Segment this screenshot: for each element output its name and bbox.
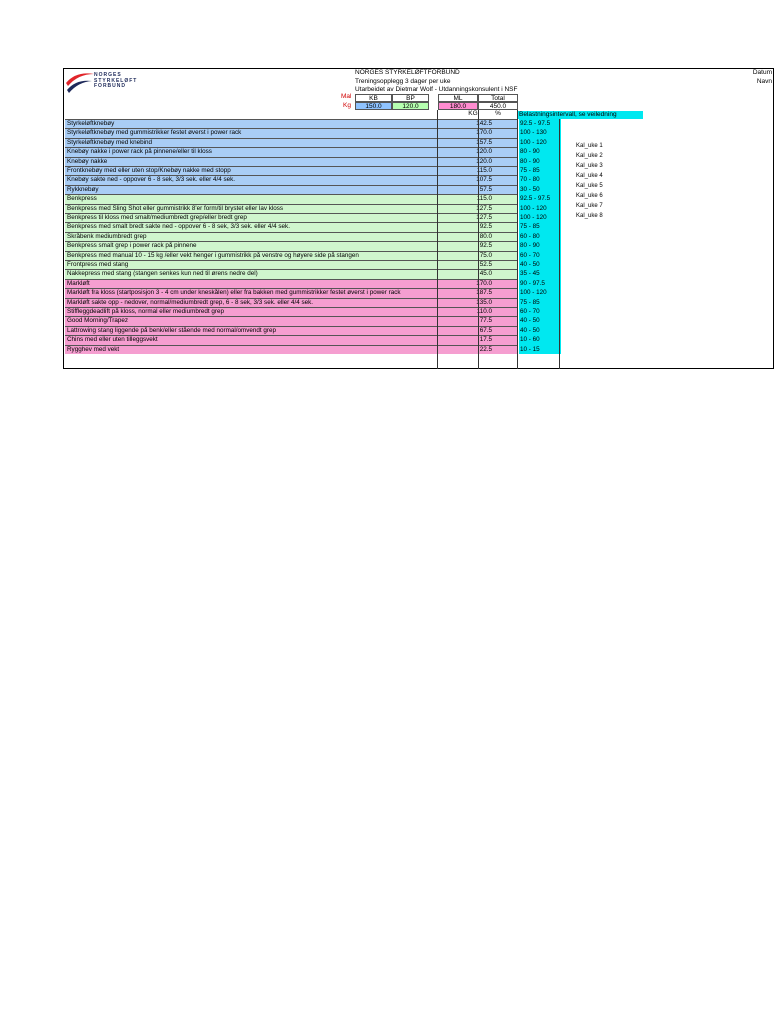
table-row: [65, 166, 540, 175]
exercise-interval: 75 - 85: [519, 222, 561, 231]
exercise-kg: 57.5: [479, 185, 492, 193]
table-row: [65, 175, 540, 184]
exercise-kg: 80.0: [479, 232, 492, 240]
table-row: [65, 204, 547, 213]
exercise-interval: 35 - 45: [519, 269, 561, 278]
exercise-kg: 120.0: [476, 157, 492, 165]
exercise-kg: 67.5: [479, 326, 492, 334]
col-total-header: Total: [478, 94, 518, 102]
row-divider: [65, 157, 517, 158]
exercise-name: Knebøy nakke: [67, 157, 108, 165]
program-title: Treningsopplegg 3 dager per uke: [355, 78, 451, 85]
org-title: NORGES STYRKELØFTFORBUND: [355, 69, 460, 76]
row-divider: [65, 185, 517, 186]
table-row: [65, 222, 540, 231]
author-line: Utarbeidet av Dietmar Wolf - Utdanningskonsulent i NSF: [355, 86, 518, 93]
spreadsheet: [63, 68, 774, 369]
exercise-kg: 77.5: [479, 317, 492, 325]
exercise-kg: 107.5: [476, 176, 492, 184]
kal-item[interactable]: Kal_uke 5: [576, 182, 603, 189]
exercise-name: Styrkeløftknebøy: [67, 120, 115, 127]
table-row: [65, 213, 547, 222]
table-row: [65, 119, 551, 128]
exercise-name: Styrkeløftknebøy med knebind: [67, 138, 153, 146]
exercise-name: Nakkepress med stang (stangen senkes kun ned til ørens nedre del): [67, 270, 258, 278]
exercise-kg: 170.0: [476, 279, 492, 287]
logo-line-2: STYRKELØFT: [94, 77, 138, 84]
table-row: [65, 185, 540, 194]
exercise-interval: 40 - 50: [519, 326, 561, 335]
col-kb-header: KB: [355, 94, 392, 102]
table-row: [65, 194, 551, 203]
table-row: [65, 298, 540, 307]
divider-pct: [478, 110, 479, 369]
row-divider: [65, 166, 517, 167]
exercise-name: Rykknebøy: [67, 185, 99, 193]
exercise-name: Benkpress med smalt bredt sakte ned - oppover 6 - 8 sek, 3/3 sek. eller 4/4 sek.: [67, 223, 290, 231]
exercise-name: Markløft fra kloss (startposisjon 3 - 4 cm under kneskålen) eller fra bakken med gummistrikker festet øverst i power rack: [67, 289, 401, 297]
exercise-interval: 75 - 85: [519, 298, 561, 307]
logo-text: [94, 73, 137, 90]
exercise-kg: 127.5: [476, 204, 492, 212]
exercise-interval: 90 - 97.5: [519, 279, 561, 288]
table-row: [65, 147, 540, 156]
exercise-kg: 92.5: [479, 223, 492, 231]
exercise-interval: 60 - 70: [519, 251, 561, 260]
exercise-interval: 70 - 80: [519, 175, 561, 184]
exercise-name: Knebøy nakke i power rack på pinnene/eller til kloss: [67, 148, 212, 156]
exercise-interval: 100 - 120: [519, 138, 561, 147]
exercise-interval: 80 - 90: [519, 241, 561, 250]
datum-label: Datum: [752, 69, 772, 76]
row-divider: [65, 241, 517, 242]
row-divider: [65, 335, 517, 336]
table-row: [65, 241, 540, 250]
exercise-interval: 100 - 120: [519, 204, 561, 213]
table-row: [65, 260, 540, 269]
exercise-kg: 127.5: [476, 214, 492, 221]
bp-max-input[interactable]: 120.0: [392, 102, 429, 110]
row-divider: [65, 260, 517, 261]
kb-max-input[interactable]: 150.0: [355, 102, 392, 110]
row-divider: [65, 345, 517, 346]
exercise-name: Rygghev med vekt: [67, 345, 120, 353]
exercise-name: Lattrowing stang liggende på benk/eller stående med normal/omvendt grep: [67, 326, 276, 334]
col-ml-header: ML: [438, 94, 478, 102]
exercise-kg: 45.0: [479, 270, 492, 278]
divider-kal: [559, 119, 560, 369]
exercise-name: Knebøy sakte ned - oppover 6 - 8 sek, 3/3 sek. eller 4/4 sek.: [67, 176, 236, 184]
table-row: [65, 157, 540, 166]
exercise-interval: 10 - 15: [519, 345, 561, 354]
exercise-interval: 40 - 50: [519, 260, 561, 269]
kal-item[interactable]: Kal_uke 3: [576, 162, 603, 169]
row-divider: [65, 326, 517, 327]
kal-item[interactable]: Kal_uke 7: [576, 202, 603, 209]
exercise-name: Styrkeløftknebøy med gummistrikker festet øverst i power rack: [67, 129, 242, 137]
exercise-interval: 92.5 - 97.5: [519, 194, 561, 203]
ml-max-input[interactable]: 180.0: [438, 102, 478, 110]
exercise-interval: 100 - 120: [519, 288, 561, 297]
exercise-interval: 100 - 120: [519, 213, 561, 222]
exercise-interval: 92.5 - 97.5: [519, 119, 561, 128]
divider-interval: [517, 110, 518, 369]
exercise-interval: 75 - 85: [519, 166, 561, 175]
kal-item[interactable]: Kal_uke 1: [576, 142, 603, 149]
table-row: [65, 335, 540, 344]
exercise-kg: 52.5: [479, 261, 492, 268]
table-row: [65, 316, 540, 325]
exercise-name: Skråbenk mediumbredt grep: [67, 232, 147, 240]
kg-unit-header: KG: [468, 110, 478, 117]
exercise-kg: 110.0: [476, 308, 492, 315]
exercise-interval: 40 - 50: [519, 316, 561, 325]
table-row: [65, 326, 540, 335]
exercise-kg: 157.5: [476, 138, 492, 146]
exercise-kg: 115.0: [476, 167, 492, 174]
exercise-interval: 60 - 80: [519, 232, 561, 241]
exercise-kg: 115.0: [476, 195, 492, 203]
row-divider: [65, 128, 517, 129]
logo-line-3: FORBUND: [94, 83, 126, 90]
exercise-kg: 187.5: [476, 289, 492, 297]
exercise-interval: 30 - 50: [519, 185, 561, 194]
row-divider: [65, 307, 517, 308]
exercise-kg: 120.0: [476, 148, 492, 156]
exercise-kg: 170.0: [476, 129, 492, 137]
exercise-name: Markløft sakte opp - nedover, normal/mediumbredt grep, 6 - 8 sek, 3/3 sek. eller 4/4 sek.: [67, 298, 314, 306]
kal-item[interactable]: Kal_uke 6: [576, 192, 603, 199]
kal-item[interactable]: Kal_uke 4: [576, 172, 603, 179]
maks-label: Mal: [341, 93, 352, 100]
table-row: [65, 307, 540, 316]
row-divider: [65, 204, 517, 205]
exercise-interval: 100 - 130: [519, 128, 561, 137]
kg-label: Kg: [343, 102, 351, 109]
table-row: [65, 279, 545, 288]
row-divider: [65, 138, 517, 139]
row-divider: [65, 279, 517, 280]
exercise-kg: 135.0: [476, 298, 492, 306]
exercise-name: Stiffleggdeadlift på kloss, normal eller mediumbredt grep: [67, 308, 225, 315]
table-row: [65, 138, 547, 147]
table-row: [65, 128, 547, 137]
row-divider: [65, 119, 517, 120]
exercise-interval: 80 - 90: [519, 147, 561, 156]
exercise-kg: 142.5: [476, 120, 492, 127]
exercise-name: Benkpress: [67, 195, 97, 203]
exercise-name: Good Morning/Trapez: [67, 317, 129, 325]
exercise-interval: 10 - 60: [519, 335, 561, 344]
table-row: [65, 251, 540, 260]
interval-header: Belastningsintervall, se veiledning: [518, 111, 643, 119]
row-divider: [65, 251, 517, 252]
table-row: [65, 232, 540, 241]
exercise-interval: 80 - 90: [519, 157, 561, 166]
logo-line-1: NORGES: [94, 72, 122, 78]
row-divider: [65, 269, 517, 270]
kal-item[interactable]: Kal_uke 2: [576, 152, 603, 159]
divider-kg: [437, 110, 438, 369]
exercise-interval: 60 - 70: [519, 307, 561, 316]
table-row: [65, 288, 547, 297]
table-row: [65, 345, 540, 354]
exercise-name: Benkpress til kloss med smalt/mediumbredt grep/eller bredt grep: [67, 214, 247, 221]
exercise-name: Markløft: [67, 279, 90, 287]
exercise-name: Chins med eller uten tilleggsvekt: [67, 336, 158, 344]
exercise-name: Benkpress med Sling Shot eller gummistrikk 8'er form/til brystet eller lav kloss: [67, 204, 284, 212]
exercise-kg: 75.0: [479, 251, 492, 259]
table-row: [65, 269, 540, 278]
exercise-name: Benkpress smalt grep i power rack på pinnene: [67, 242, 197, 250]
exercise-kg: 17.5: [479, 336, 492, 344]
exercise-name: Frontknebøy med eller uten stop/Knebøy nakke med stopp: [67, 167, 231, 174]
row-divider: [65, 194, 517, 195]
row-divider: [65, 298, 517, 299]
row-divider: [65, 175, 517, 176]
row-divider: [65, 288, 517, 289]
total-value: 450.0: [478, 102, 518, 110]
exercise-name: Frontpress med stang: [67, 261, 129, 268]
nsf-logo: [64, 69, 139, 99]
navn-label: Navn: [756, 78, 772, 85]
row-divider: [65, 316, 517, 317]
pct-unit-header: %: [495, 110, 501, 117]
row-divider: [65, 213, 517, 214]
row-divider: [65, 147, 517, 148]
row-divider: [65, 222, 517, 223]
exercise-name: Benkpress med manual 10 - 15 kg /eller vekt henger i gummistrikk på venstre og høyere side på stangen: [67, 251, 359, 259]
exercise-kg: 92.5: [479, 242, 492, 250]
col-bp-header: BP: [392, 94, 429, 102]
kal-item[interactable]: Kal_uke 8: [576, 212, 603, 219]
row-divider: [65, 232, 517, 233]
exercise-kg: 22.5: [479, 345, 492, 353]
